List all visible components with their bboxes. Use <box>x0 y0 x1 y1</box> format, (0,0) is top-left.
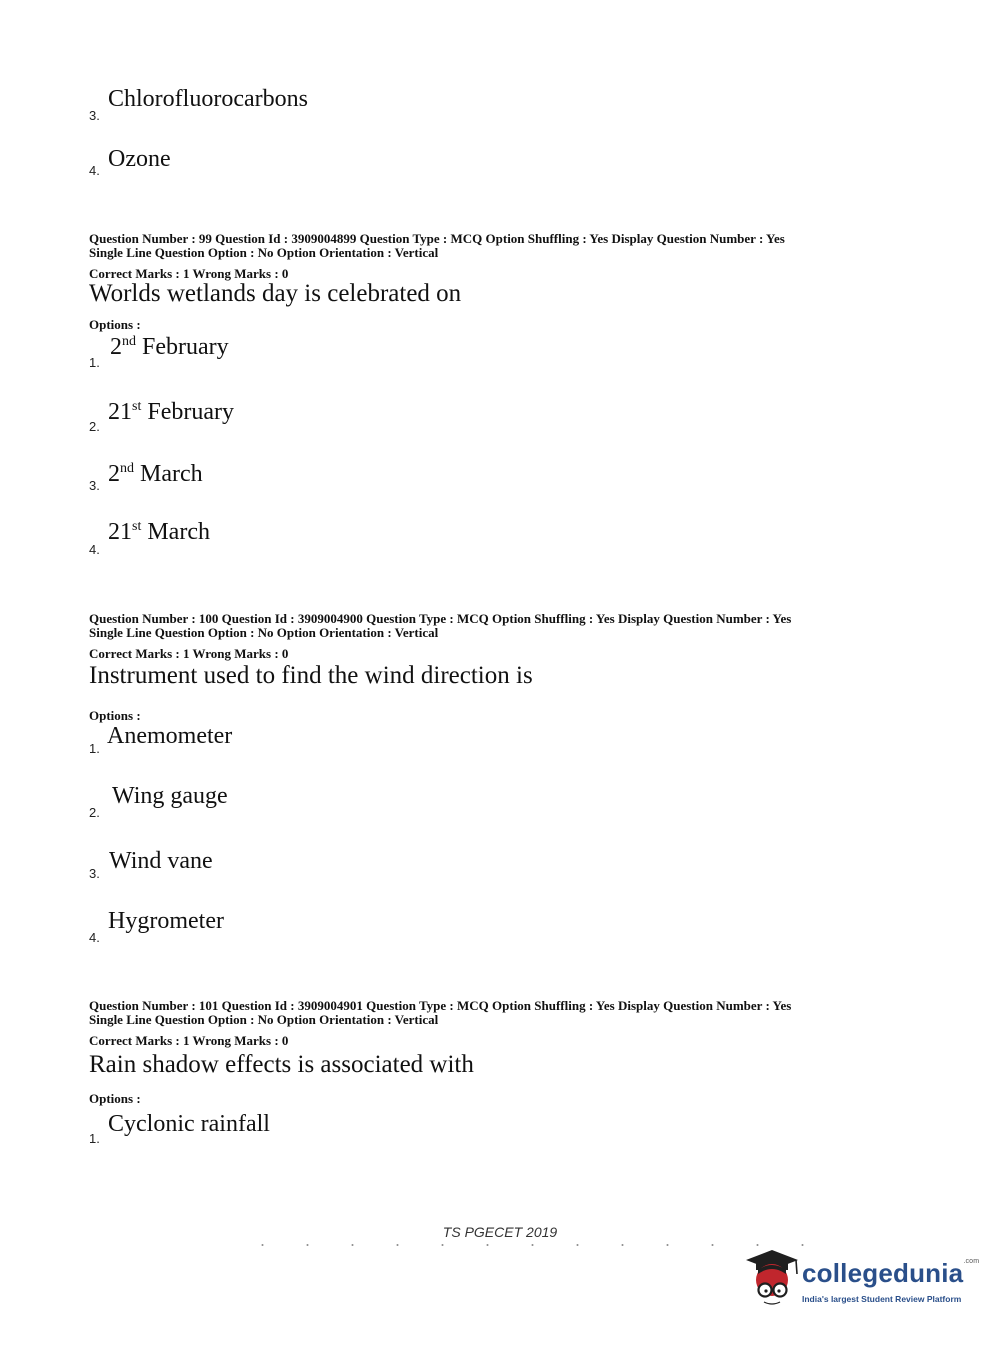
question-meta-line: Question Number : 101 Question Id : 3909004901 Question Type : MCQ Option Shuffling : Yes Display Question Number : Yes <box>89 998 792 1013</box>
logo-wordmark: collegedunia$^{.com}$ <box>802 1258 980 1288</box>
option-text: Wing gauge <box>112 783 228 809</box>
option-text: 2nd March <box>108 461 203 487</box>
option-number: 3. <box>89 866 100 881</box>
option-number: 2. <box>89 419 100 434</box>
option-number: 4. <box>89 930 100 945</box>
option-text: 21st February <box>108 399 234 425</box>
question-text: Worlds wetlands day is celebrated on <box>89 280 462 307</box>
question-meta-line: Single Line Question Option : No Option Orientation : Vertical <box>89 245 439 260</box>
mascot-icon <box>742 1246 800 1306</box>
option-number: 3. <box>89 478 100 493</box>
option-number: 1. <box>89 1131 100 1146</box>
logo-tagline: India's largest Student Review Platform <box>802 1294 962 1304</box>
question-meta-line: Question Number : 100 Question Id : 3909004900 Question Type : MCQ Option Shuffling : Yes Display Question Number : Yes <box>89 611 792 626</box>
question-text: Instrument used to find the wind direction is <box>89 662 533 689</box>
question-marks: Correct Marks : 1 Wrong Marks : 0 <box>89 1033 289 1048</box>
question-meta-line: Single Line Question Option : No Option Orientation : Vertical <box>89 625 439 640</box>
question-meta-line: Question Number : 99 Question Id : 3909004899 Question Type : MCQ Option Shuffling : Yes Display Question Number : Yes <box>89 231 785 246</box>
options-label: Options : <box>89 708 141 723</box>
question-meta-line: Single Line Question Option : No Option Orientation : Vertical <box>89 1012 439 1027</box>
option-text: Wind vane <box>109 848 213 874</box>
option-number: 2. <box>89 805 100 820</box>
option-number: 4. <box>89 163 100 178</box>
collegedunia-logo[interactable] <box>742 1246 980 1316</box>
question-marks: Correct Marks : 1 Wrong Marks : 0 <box>89 646 289 661</box>
option-number: 4. <box>89 542 100 557</box>
option-text: Ozone <box>108 146 171 172</box>
question-text: Rain shadow effects is associated with <box>89 1051 474 1078</box>
option-text: 2nd February <box>110 334 229 360</box>
options-label: Options : <box>89 317 141 332</box>
option-number: 3. <box>89 108 100 123</box>
option-number: 1. <box>89 741 100 756</box>
option-text: Chlorofluorocarbons <box>108 86 308 112</box>
option-number: 1. <box>89 355 100 370</box>
option-text: Hygrometer <box>108 908 224 934</box>
option-text: Anemometer <box>107 723 233 749</box>
question-marks: Correct Marks : 1 Wrong Marks : 0 <box>89 266 289 281</box>
option-text: Cyclonic rainfall <box>108 1111 270 1137</box>
options-label: Options : <box>89 1091 141 1106</box>
footer-exam-title: TS PGECET 2019 <box>442 1224 558 1240</box>
option-text: 21st March <box>108 519 210 545</box>
footer-dotted-line <box>240 1244 820 1246</box>
